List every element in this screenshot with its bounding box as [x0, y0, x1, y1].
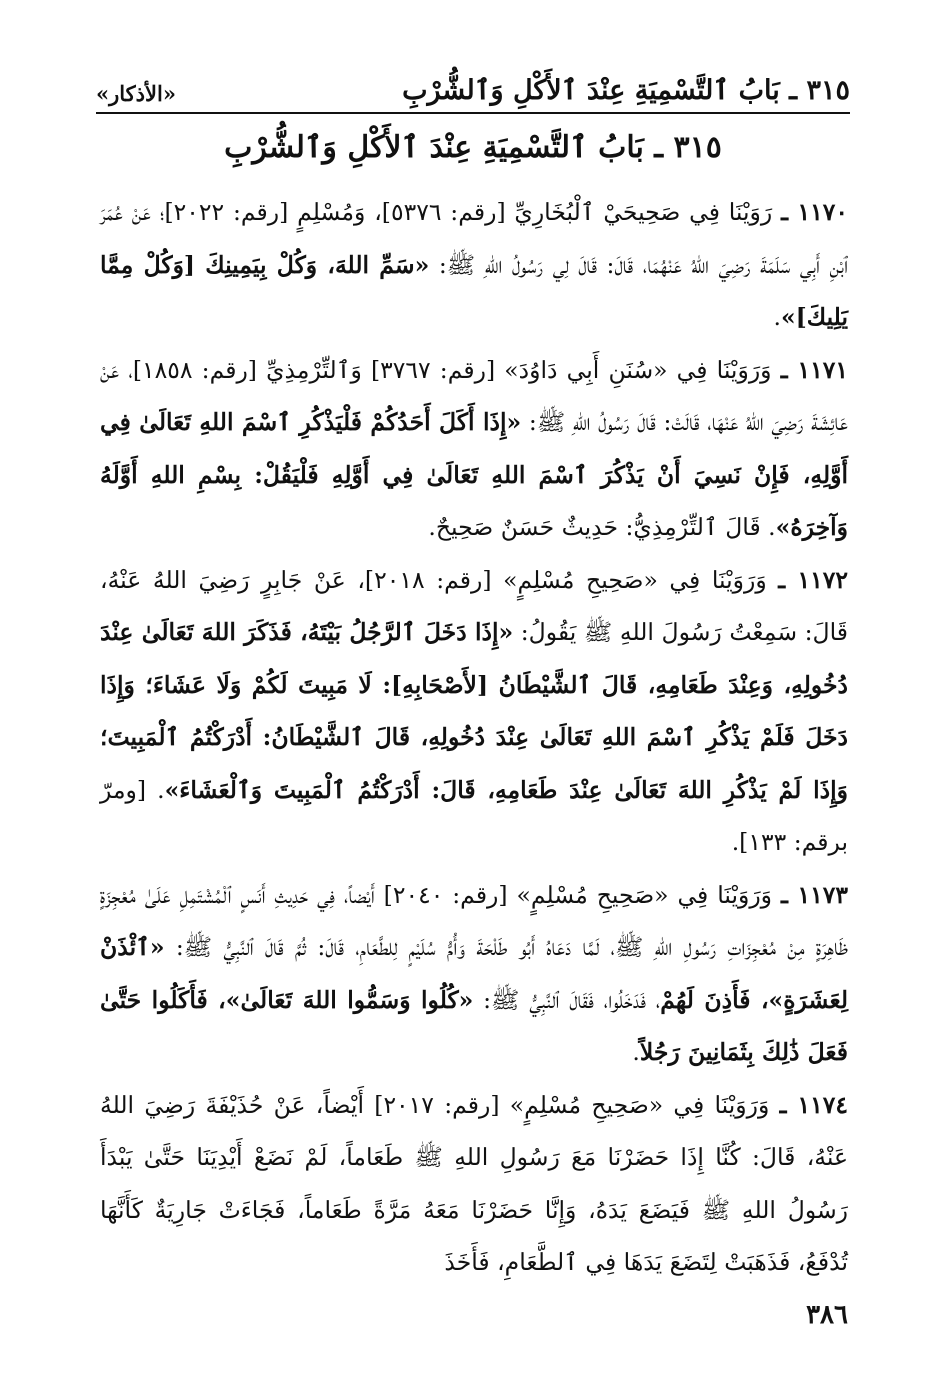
hadith-number: ١١٧٠ ـ	[781, 198, 848, 226]
hadith-quote: «إِذَا دَخَلَ ٱلرَّجُلُ بَيْتَهُ، فَذَكَرَ اللهَ تَعَالَىٰ عِنْدَ دُخُولِهِ، وَعِنْدَ طَعَامِهِ، قَالَ ٱلشَّيْطَانُ [لأَصْحَابِهِ]: لَا مَبِيتَ لَكُمْ وَلَا عَشَاءَ؛ وَإِذَا دَخَلَ فَلَمْ يَذْكُرِ ٱسْمَ اللهِ تَعَالَىٰ عِنْدَ دُخُولِهِ، قَالَ ٱلشَّيْطَانُ: أَدْرَكْتُمُ ٱلْمَبِيتَ؛ وَإِذَا لَمْ يَذْكُرِ اللهَ تَعَالَىٰ عِنْدَ طَعَامِهِ، قَالَ: أَدْرَكْتُمُ ٱلْمَبِيتَ وَٱلْعَشَاءَ»	[100, 618, 848, 804]
hadith-number: ١١٧١ ـ	[780, 355, 848, 384]
hadith-number: ١١٧٣ ـ	[780, 880, 848, 909]
running-book-title: «الأذكار»	[96, 81, 176, 106]
hadith-1170	[100, 186, 848, 344]
running-chapter-title: ٣١٥ ـ بَابُ ٱلتَّسْمِيَةِ عِنْدَ ٱلأَكْلِ وَٱلشُّرْبِ	[402, 75, 850, 106]
hadith-1172	[100, 554, 848, 869]
hadith-text: وَرَوَيْنَا فِي «صَحِيحِ مُسْلِمٍ» [رقم: ٢٠١٨]، عَنْ جَابِرٍ رَضِيَ اللهُ عَنْهُ، قَالَ: سَمِعْتُ رَسُولَ اللهِ ﷺ يَقُولُ:	[100, 565, 848, 646]
page-number: ٣٨٦	[806, 1300, 848, 1330]
hadith-text: وَرَوَيْنَا فِي «سُنَنِ أَبِي دَاوُدَ» [رقم: ٣٧٦٧] وَٱلتِّرْمِذِيِّ [رقم: ١٨٥٨]، عَنْ عَائِشَةَ رَضِيَ اللهُ عَنْهَا، قَالَتْ: قَالَ رَسُولُ اللهِ ﷺ:	[100, 355, 848, 436]
hadith-text: .	[632, 1038, 640, 1066]
hadith-text: ، فَدَخَلُوا، فَقَالَ ٱلنَّبِيُّ ﷺ:	[483, 985, 661, 1014]
hadith-text: .	[773, 303, 781, 331]
hadith-text: وَرَوَيْنَا فِي «صَحِيحِ مُسْلِمٍ» [رقم: ٢٠١٧] أَيْضاً، عَنْ حُذَيْفَةَ رَضِيَ اللهُ عَنْهُ، قَالَ: كُنَّا إِذَا حَضَرْنَا مَعَ رَسُولِ اللهِ ﷺ طَعَاماً، لَمْ نَضَعْ أَيْدِيَنَا حَتَّىٰ يَبْدَأَ رَسُولُ اللهِ ﷺ فَيَضَعَ يَدَهُ، وَإِنَّا حَضَرْنَا مَعَهُ مَرَّةً طَعَاماً، فَجَاءَتْ جَارِيَةٌ كَأَنَّهَا تُدْفَعُ، فَذَهَبَتْ لِتَضَعَ يَدَهَا فِي ٱلطَّعَامِ، فَأَخَذَ	[100, 1090, 848, 1276]
hadith-number: ١١٧٤ ـ	[779, 1090, 848, 1119]
hadith-quote: «إِذَا أَكَلَ أَحَدُكُمْ فَلْيَذْكُرِ ٱسْمَ اللهِ تَعَالَىٰ فِي أَوَّلِهِ، فَإِنْ نَسِيَ أَنْ يَذْكُرَ ٱسْمَ اللهِ تَعَالَىٰ فِي أَوَّلِهِ فَلْيَقُلْ: بِسْمِ اللهِ أَوَّلَهُ وَآخِرَهُ»	[100, 408, 848, 541]
running-header	[96, 64, 850, 114]
hadith-quote: «ٱئْذَنْ لِعَشَرَةٍ»، فَأَذِنَ لَهُمْ	[100, 933, 848, 1014]
hadith-quote: «كُلُوا وَسَمُّوا اللهَ تَعَالَىٰ»، فَأَكَلُوا حَتَّىٰ فَعَلَ ذَٰلِكَ بِثَمَانِينَ رَجُلاً	[100, 985, 848, 1066]
hadith-text: . [ومرّ برقم: ١٣٣].	[100, 775, 848, 856]
hadith-1171	[100, 344, 848, 554]
chapter-title: ٣١٥ ـ بَابُ ٱلتَّسْمِيَةِ عِنْدَ ٱلأَكْلِ وَٱلشُّرْبِ	[224, 130, 722, 165]
hadith-quote: «سَمِّ اللهَ، وَكُلْ بِيَمِينِكَ [وَكُلْ مِمَّا يَلِيكَ]»	[100, 250, 848, 331]
hadith-text: وَرَوَيْنَا فِي «صَحِيحِ مُسْلِمٍ» [رقم: ٢٠٤٠] أَيْضاً، فِي حَدِيثِ أَنَسٍ ٱلْمُشْتَمِلِ عَلَىٰ مُعْجِزَةٍ ظَاهِرَةٍ مِنْ مُعْجِزَاتِ رَسُولِ اللهِ ﷺ، لَمَّا دَعَاهُ أَبُو طَلْحَةَ وَأُمُّ سُلَيْمٍ لِلطَّعَامِ، قَالَ: ثُمَّ قَالَ ٱلنَّبِيُّ ﷺ:	[100, 880, 848, 961]
hadith-number: ١١٧٢ ـ	[778, 565, 848, 594]
hadith-1174	[100, 1079, 848, 1289]
body-text	[100, 186, 848, 1289]
hadith-1173	[100, 869, 848, 1079]
hadith-text: . قَالَ ٱلتِّرْمِذِيُّ: حَدِيثٌ حَسَنٌ صَحِيحٌ.	[428, 513, 776, 541]
hadith-text: رَوَيْنَا فِي صَحِيحَيْ ٱلْبُخَارِيِّ [رقم: ٥٣٧٦]، وَمُسْلِمٍ [رقم: ٢٠٢٢]؛ عَنْ عُمَرَ ٱبْنِ أَبِي سَلَمَةَ رَضِيَ اللهُ عَنْهُمَا، قَالَ: قَالَ لِي رَسُولُ اللهِ ﷺ:	[100, 198, 848, 279]
